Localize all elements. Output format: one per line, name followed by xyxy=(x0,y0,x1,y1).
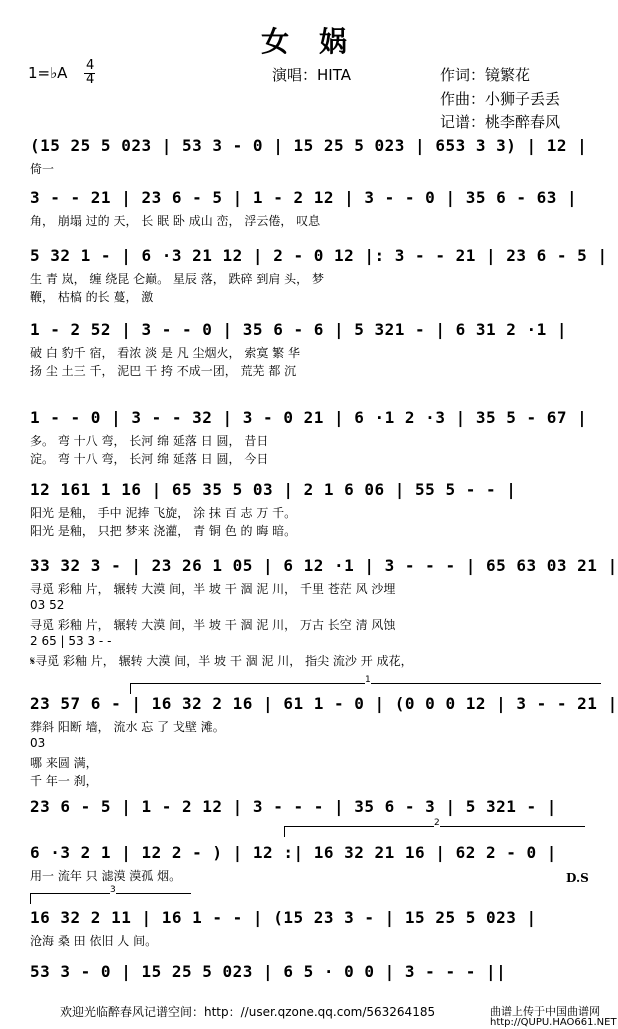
transcriber: 记谱：桃李醉春风 xyxy=(440,113,561,131)
lyric-line: 葬斜 阳断 墙， 流水 忘 了 戈壁 滩。 xyxy=(30,720,225,734)
lyric-line: 2 65 | 53 3 - - xyxy=(30,634,112,648)
time-signature-top: 4 xyxy=(86,58,95,73)
volta-number: 1 xyxy=(365,675,371,685)
lyric-line: 生 青 岚， 缠 绕昆 仑巅。 星辰 落， 跌碎 到肩 头， 梦 xyxy=(30,272,324,286)
lyric-line: 寻觅 彩釉 片， 辗转 大漠 间，半 坡 干 涸 泥 川， 千里 苍茫 风 沙埋 xyxy=(30,582,396,596)
notation-row: 23 6 - 5 | 1 - 2 12 | 3 - - - | 35 6 - 3 | 5 321 - | xyxy=(30,797,557,816)
lyric-line: 用一 流年 只 滤漠 漠孤 烟。 xyxy=(30,869,182,883)
notation-row: 16 32 2 11 | 16 1 - - | (15 23 3 - | 15 25 5 023 | xyxy=(30,908,537,927)
volta-number: 2 xyxy=(434,818,440,828)
key-signature: 1=♭A xyxy=(28,64,68,82)
lyric-line: 阳光 是釉， 只把 梦来 浇灌， 青 铜 色 的 晦 暗。 xyxy=(30,524,297,538)
lyricist: 作词：镜繁花 xyxy=(440,66,531,84)
singer: 演唱：HITA xyxy=(272,66,351,84)
notation-row: 3 - - 21 | 23 6 - 5 | 1 - 2 12 | 3 - - 0 | 35 6 - 63 | xyxy=(30,188,578,207)
lyric-line: 03 xyxy=(30,736,46,750)
lyric-line: 淀。 弯 十八 弯， 长河 绵 延落 日 圆， 今日 xyxy=(30,452,269,466)
notation-row: 1 - 2 52 | 3 - - 0 | 35 6 - 6 | 5 321 - | 6 31 2 ·1 | xyxy=(30,320,568,339)
dal-segno-mark: D.S xyxy=(566,871,589,885)
footer-site-url: http://QUPU.HAO661.NET xyxy=(490,1017,617,1028)
lyric-line: 破 白 豹千 宿， 看浓 淡 是 凡 尘烟火， 索寞 繁 华 xyxy=(30,346,300,360)
footer-credit: 欢迎光临醉春风记谱空间：http：//user.qzone.qq.com/563264185 xyxy=(60,1005,436,1019)
notation-row: 5 32 1 - | 6 ·3 21 12 | 2 - 0 12 |: 3 - - 21 | 23 6 - 5 | xyxy=(30,246,608,265)
lyric-line: 𝄋寻觅 彩釉 片， 辗转 大漠 间，半 坡 干 涸 泥 川， 指尖 流沙 开 成花， xyxy=(30,654,413,668)
footer-site-name: 曲谱上传于中国曲谱网 xyxy=(490,1005,600,1018)
lyric-line: 03 52 xyxy=(30,598,65,612)
composer: 作曲：小狮子丢丢 xyxy=(440,90,561,108)
lyric-line: 阳光 是釉， 手中 泥捧 飞旋， 涂 抹 百 志 万 千。 xyxy=(30,506,297,520)
lyric-line: 多。 弯 十八 弯， 长河 绵 延落 日 圆， 昔日 xyxy=(30,434,269,448)
lyric-line: 哪 来圆 满， xyxy=(30,756,98,770)
lyric-line: 扬 尘 土三 千， 泥巴 干 挎 不成一团， 荒芜 都 沉 xyxy=(30,364,297,378)
lyric-line: 倚一 xyxy=(30,162,55,176)
notation-row: 6 ·3 2 1 | 12 2 - ) | 12 :| 16 32 21 16 | 62 2 - 0 | xyxy=(30,843,557,862)
score-title: 女 娲 xyxy=(261,25,357,58)
volta-number: 3 xyxy=(110,885,116,895)
lyric-line: 角， 崩塌 过的 天， 长 眠 卧 成山 峦， 浮云倦， 叹息 xyxy=(30,214,321,228)
lyric-line: 沧海 桑 田 依旧 人 间。 xyxy=(30,934,158,948)
notation-row: 23 57 6 - | 16 32 2 16 | 61 1 - 0 | (0 0 0 12 | 3 - - 21 | xyxy=(30,694,618,713)
notation-row: (15 25 5 023 | 53 3 - 0 | 15 25 5 023 | 653 3 3) | 12 | xyxy=(30,136,588,155)
time-signature-bottom: 4 xyxy=(86,72,95,87)
lyric-line: 千 年一 刹， xyxy=(30,774,98,788)
notation-row: 53 3 - 0 | 15 25 5 023 | 6 5 · 0 0 | 3 - - - || xyxy=(30,962,507,981)
lyric-line: 鞭， 枯槁 的长 蔓， 激 xyxy=(30,290,154,304)
notation-row: 1 - - 0 | 3 - - 32 | 3 - 0 21 | 6 ·1 2 ·3 | 35 5 - 67 | xyxy=(30,408,588,427)
notation-row: 12 161 1 16 | 65 35 5 03 | 2 1 6 06 | 55 5 - - | xyxy=(30,480,517,499)
lyric-line: 寻觅 彩釉 片， 辗转 大漠 间，半 坡 干 涸 泥 川， 万古 长空 清 风蚀 xyxy=(30,618,396,632)
notation-row: 33 32 3 - | 23 26 1 05 | 6 12 ·1 | 3 - - - | 65 63 03 21 | xyxy=(30,556,618,575)
